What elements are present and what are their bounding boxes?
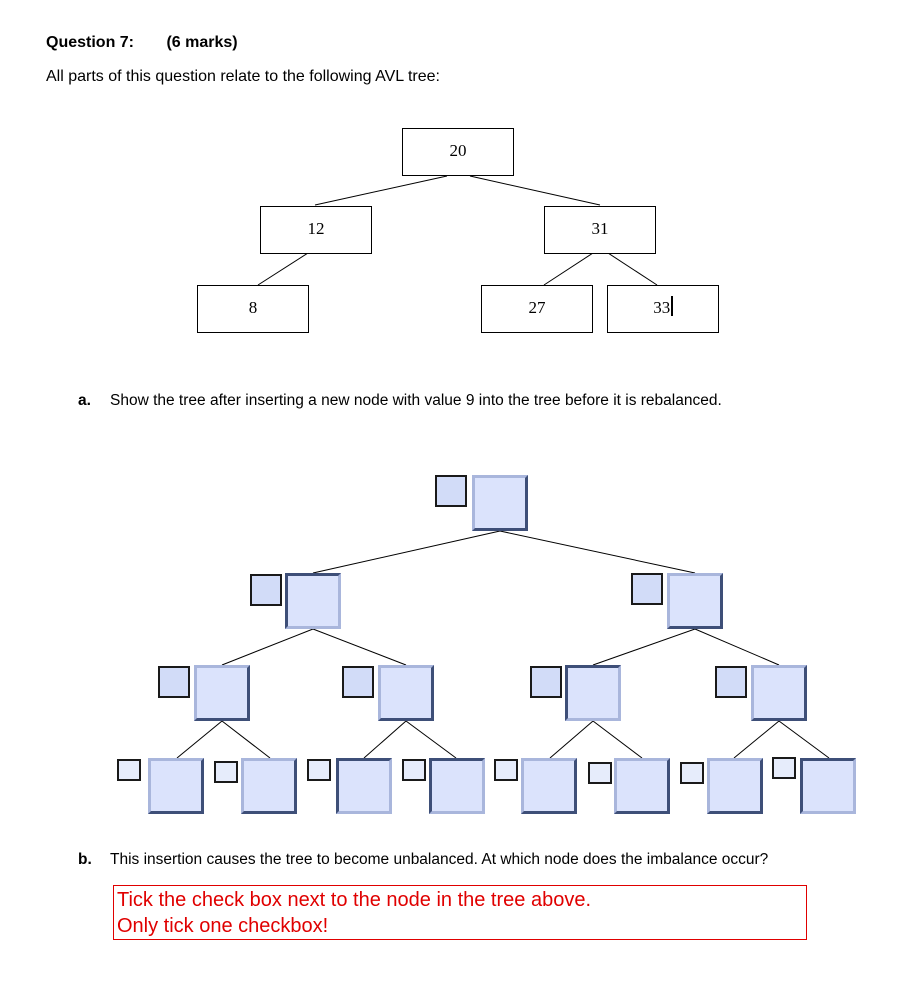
checkbox-node-rll[interactable] <box>494 759 518 781</box>
checkbox-node-ll[interactable] <box>158 666 190 698</box>
part-b-text: This insertion causes the tree to become unbalanced. At which node does the imbalance occur? <box>110 851 769 868</box>
tree-node-left: 12 <box>260 206 372 254</box>
checkbox-node-rr[interactable] <box>715 666 747 698</box>
tree-node-right-right-value: 33 <box>653 298 671 317</box>
edge-31-27 <box>544 253 593 285</box>
ans-edge-3g <box>734 721 779 758</box>
ans-edge-3a <box>177 721 222 758</box>
answer-node-llr[interactable] <box>241 758 297 814</box>
answer-node-rlr[interactable] <box>614 758 670 814</box>
answer-node-ll[interactable] <box>194 665 250 721</box>
tree-node-right: 31 <box>544 206 656 254</box>
part-a-label: a. <box>78 392 91 409</box>
tree-node-right-right <box>607 285 719 333</box>
checkbox-node-root[interactable] <box>435 475 467 507</box>
ans-edge-l-ll <box>222 629 313 665</box>
part-b <box>78 851 768 869</box>
answer-node-lrr[interactable] <box>429 758 485 814</box>
checkbox-node-lll[interactable] <box>117 759 141 781</box>
ans-edge-3c <box>364 721 406 758</box>
answer-node-lrl[interactable] <box>336 758 392 814</box>
checkbox-node-lrl[interactable] <box>307 759 331 781</box>
answer-node-root[interactable] <box>472 475 528 531</box>
ans-edge-l-lr <box>313 629 406 665</box>
edge-20-31 <box>470 176 600 205</box>
instruction-line-2: Only tick one checkbox! <box>117 915 329 937</box>
answer-node-l[interactable] <box>285 573 341 629</box>
checkbox-node-lr[interactable] <box>342 666 374 698</box>
answer-node-rrr[interactable] <box>800 758 856 814</box>
ans-edge-r-rl <box>593 629 695 665</box>
checkbox-node-rrl[interactable] <box>680 762 704 784</box>
edge-31-33 <box>608 253 657 285</box>
question-label: Question 7: <box>46 34 135 51</box>
ans-edge-root-l <box>313 531 500 573</box>
answer-node-rrl[interactable] <box>707 758 763 814</box>
answer-node-r[interactable] <box>667 573 723 629</box>
ans-edge-3b <box>222 721 270 758</box>
part-a-text: Show the tree after inserting a new node with value 9 into the tree before it is rebalanced. <box>110 392 722 409</box>
checkbox-node-lrr[interactable] <box>402 759 426 781</box>
question-intro: All parts of this question relate to the following AVL tree: <box>46 68 440 85</box>
ans-edge-r-rr <box>695 629 779 665</box>
answer-node-rll[interactable] <box>521 758 577 814</box>
checkbox-node-llr[interactable] <box>214 761 238 783</box>
text-cursor <box>671 296 672 316</box>
ans-edge-3h <box>779 721 829 758</box>
answer-node-lr[interactable] <box>378 665 434 721</box>
instruction-box <box>113 885 807 940</box>
tree-node-root: 20 <box>402 128 514 176</box>
ans-edge-3d <box>406 721 456 758</box>
part-a <box>78 392 722 410</box>
answer-node-lll[interactable] <box>148 758 204 814</box>
part-b-label: b. <box>78 851 92 868</box>
instruction-line-1: Tick the check box next to the node in the tree above. <box>117 889 591 911</box>
checkbox-node-rrr[interactable] <box>772 757 796 779</box>
answer-node-rr[interactable] <box>751 665 807 721</box>
checkbox-node-rl[interactable] <box>530 666 562 698</box>
edge-12-8 <box>258 253 308 285</box>
checkbox-node-l[interactable] <box>250 574 282 606</box>
ans-edge-3e <box>550 721 593 758</box>
checkbox-node-rlr[interactable] <box>588 762 612 784</box>
ans-edge-root-r <box>500 531 695 573</box>
tree-node-right-left: 27 <box>481 285 593 333</box>
ans-edge-3f <box>593 721 642 758</box>
tree-node-left-left: 8 <box>197 285 309 333</box>
edge-20-12 <box>315 176 447 205</box>
question-marks: (6 marks) <box>166 34 238 51</box>
checkbox-node-r[interactable] <box>631 573 663 605</box>
answer-node-rl[interactable] <box>565 665 621 721</box>
